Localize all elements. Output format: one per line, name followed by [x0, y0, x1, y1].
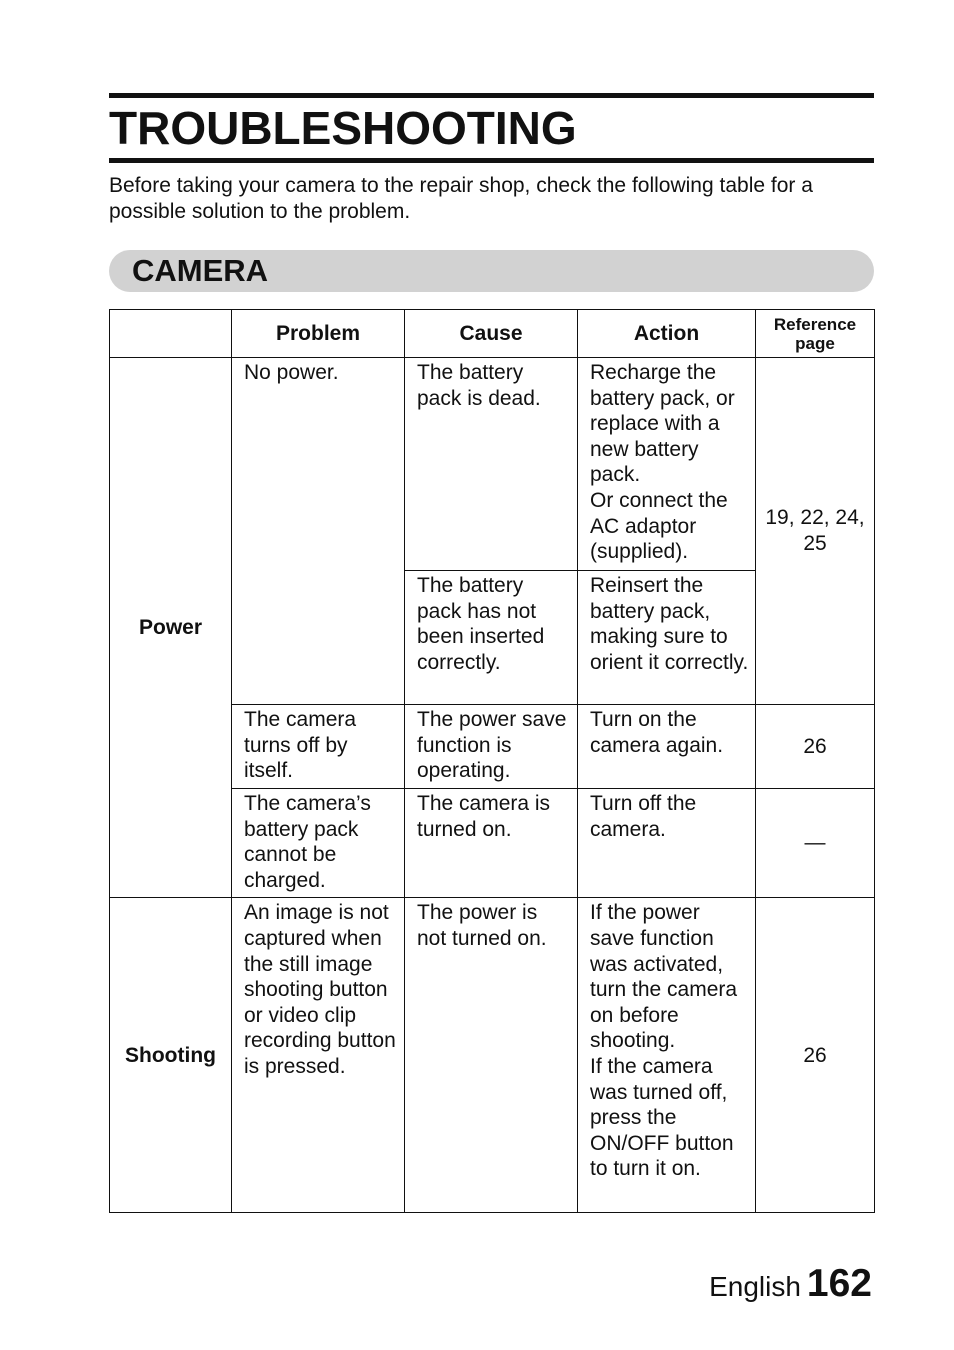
title-rule-bottom: [109, 158, 874, 163]
table-row: [110, 358, 875, 571]
header-category: [110, 310, 232, 358]
page-number: 162: [806, 1262, 872, 1305]
problem-cell: An image is not captured when the still image shooting button or video clip recording button is pressed.: [232, 898, 405, 1213]
cause-cell: The battery pack is dead.: [405, 358, 578, 571]
header-cause: Cause: [405, 310, 578, 358]
problem-cell: The camera’s battery pack cannot be charged.: [232, 789, 405, 898]
section-header: [109, 250, 874, 292]
reference-cell: 26: [756, 705, 875, 789]
cause-cell: The camera is turned on.: [405, 789, 578, 898]
intro-text: Before taking your camera to the repair shop, check the following table for a possible solution to the problem.: [109, 174, 813, 223]
reference-cell: 26: [756, 898, 875, 1213]
problem-cell: No power.: [232, 358, 405, 705]
page-footer: [709, 1262, 872, 1309]
action-cell: Turn on the camera again.: [578, 705, 756, 789]
category-shooting: Shooting: [110, 898, 232, 1213]
action-cell: Reinsert the battery pack, making sure to orient it correctly.: [578, 571, 756, 705]
reference-cell: 19, 22, 24, 25: [756, 358, 875, 705]
problem-cell: The camera turns off by itself.: [232, 705, 405, 789]
troubleshooting-table: [109, 309, 875, 1213]
cause-cell: The battery pack has not been inserted correctly.: [405, 571, 578, 705]
action-cell: Turn off the camera.: [578, 789, 756, 898]
table-row: [110, 898, 875, 1213]
table-header-row: [110, 310, 875, 358]
reference-cell: —: [756, 789, 875, 898]
header-reference: Reference page: [756, 310, 875, 358]
action-cell: If the power save function was activated, turn the camera on before shooting. If the camera was turned off, press the ON/OFF button to turn it on.: [578, 898, 756, 1213]
action-cell: Recharge the battery pack, or replace with a new battery pack. Or connect the AC adaptor (supplied).: [578, 358, 756, 571]
page-title: TROUBLESHOOTING: [109, 102, 577, 154]
header-problem: Problem: [232, 310, 405, 358]
category-power: Power: [110, 358, 232, 898]
footer-language: English: [709, 1271, 801, 1302]
section-title: CAMERA: [132, 253, 269, 288]
header-action: Action: [578, 310, 756, 358]
cause-cell: The power save function is operating.: [405, 705, 578, 789]
cause-cell: The power is not turned on.: [405, 898, 578, 1213]
